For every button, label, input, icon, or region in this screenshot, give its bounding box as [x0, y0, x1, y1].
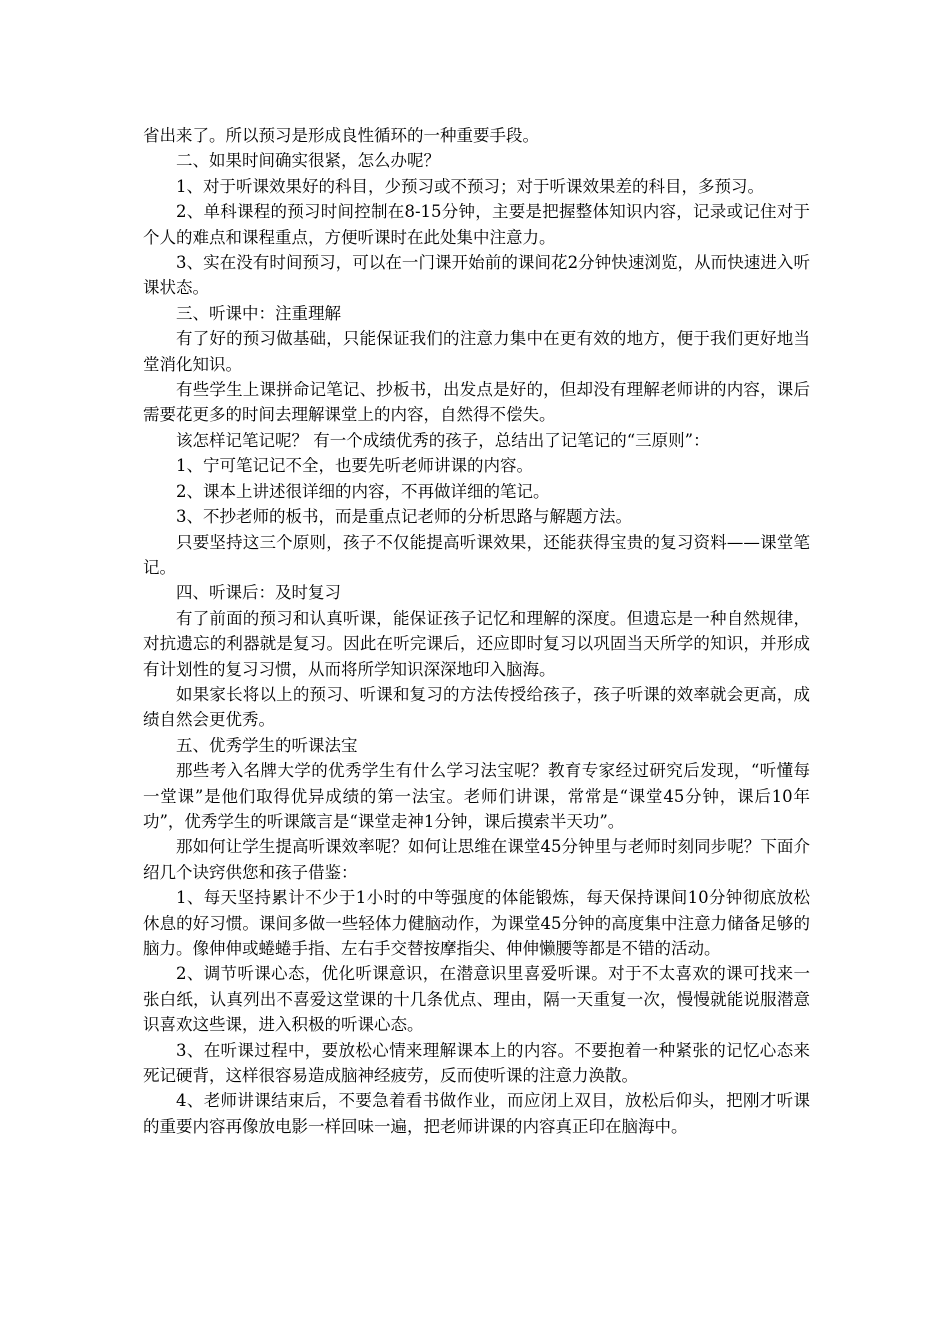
- list-item: 3、实在没有时间预习，可以在一门课开始前的课间花2分钟快速浏览，从而快速进入听课状态。: [143, 253, 810, 298]
- list-item: 3、不抄老师的板书，而是重点记老师的分析思路与解题方法。: [176, 507, 632, 527]
- list-item: 3、在听课过程中，要放松心情来理解课本上的内容。不要抱着一种紧张的记忆心态来死记硬背，这样很容易造成脑神经疲劳，反而使听课的注意力涣散。: [143, 1040, 810, 1086]
- paragraph: 只要坚持这三个原则，孩子不仅能提高听课效果，还能获得宝贵的复习资料——课堂笔记。: [143, 532, 810, 577]
- paragraph: 有了前面的预习和认真听课，能保证孩子记忆和理解的深度。但遗忘是一种自然规律，对抗遗忘的利器就是复习。因此在听完课后，还应即时复习以巩固当天所学的知识，并形成有计划性的复习习惯，从而将所学知识深深地印入脑海。: [143, 608, 810, 679]
- list-item: 1、每天坚持累计不少于1小时的中等强度的体能锻炼，每天保持课间10分钟彻底放松休息的好习惯。课间多做一些轻体力健脑动作，为课堂45分钟的高度集中注意力储备足够的脑力。像伸伸或蜷蜷手指、左右手交替按摩指尖、伸伸懒腰等都是不错的活动。: [143, 888, 810, 958]
- paragraph: 该怎样记笔记呢？ 有一个成绩优秀的孩子，总结出了记笔记的“三原则”：: [176, 430, 710, 450]
- section-heading-3: 三、听课中：注重理解: [176, 303, 341, 323]
- list-item: 1、对于听课效果好的科目，少预习或不预习；对于听课效果差的科目，多预习。: [176, 176, 764, 196]
- paragraph: 那如何让学生提高听课效率呢？如何让思维在课堂45分钟里与老师时刻同步呢？下面介绍几个诀窍供您和孩子借鉴：: [143, 837, 810, 882]
- section-heading-4: 四、听课后：及时复习: [176, 583, 341, 603]
- list-item: 2、调节听课心态，优化听课意识，在潜意识里喜爱听课。对于不太喜欢的课可找来一张白纸，认真列出不喜爱这堂课的十几条优点、理由，隔一天重复一次，慢慢就能说服潜意识喜欢这些课，进入积极的听课心态。: [143, 964, 810, 1035]
- paragraph: 有些学生上课拼命记笔记、抄板书，出发点是好的，但却没有理解老师讲的内容，课后需要花更多的时间去理解课堂上的内容，自然得不偿失。: [143, 380, 810, 425]
- list-item: 2、单科课程的预习时间控制在8-15分钟，主要是把握整体知识内容，记录或记住对于个人的难点和课程重点，方便听课时在此处集中注意力。: [143, 202, 810, 247]
- list-item: 1、宁可笔记记不全，也要先听老师讲课的内容。: [176, 456, 533, 476]
- section-heading-5: 五、优秀学生的听课法宝: [176, 735, 358, 755]
- list-item: 2、课本上讲述很详细的内容，不再做详细的笔记。: [176, 481, 550, 501]
- paragraph: 如果家长将以上的预习、听课和复习的方法传授给孩子，孩子听课的效率就会更高，成绩自然会更优秀。: [143, 684, 810, 730]
- document-body: [143, 123, 810, 1139]
- paragraph: 那些考入名牌大学的优秀学生有什么学习法宝呢？教育专家经过研究后发现，“听懂每一堂课”是他们取得优异成绩的第一法宝。老师们讲课，常常是“课堂45分钟，课后10年功”，优秀学生的听课箴言是“课堂走神1分钟，课后摸索半天功”。: [143, 761, 810, 831]
- paragraph: 有了好的预习做基础，只能保证我们的注意力集中在更有效的地方，便于我们更好地当堂消化知识。: [143, 329, 810, 374]
- paragraph-continuation: 省出来了。所以预习是形成良性循环的一种重要手段。: [143, 126, 539, 145]
- section-heading-2: 二、如果时间确实很紧，怎么办呢？: [176, 151, 440, 171]
- list-item: 4、老师讲课结束后，不要急着看书做作业，而应闭上双目，放松后仰头，把刚才听课的重要内容再像放电影一样回味一遍，把老师讲课的内容真正印在脑海中。: [143, 1091, 810, 1136]
